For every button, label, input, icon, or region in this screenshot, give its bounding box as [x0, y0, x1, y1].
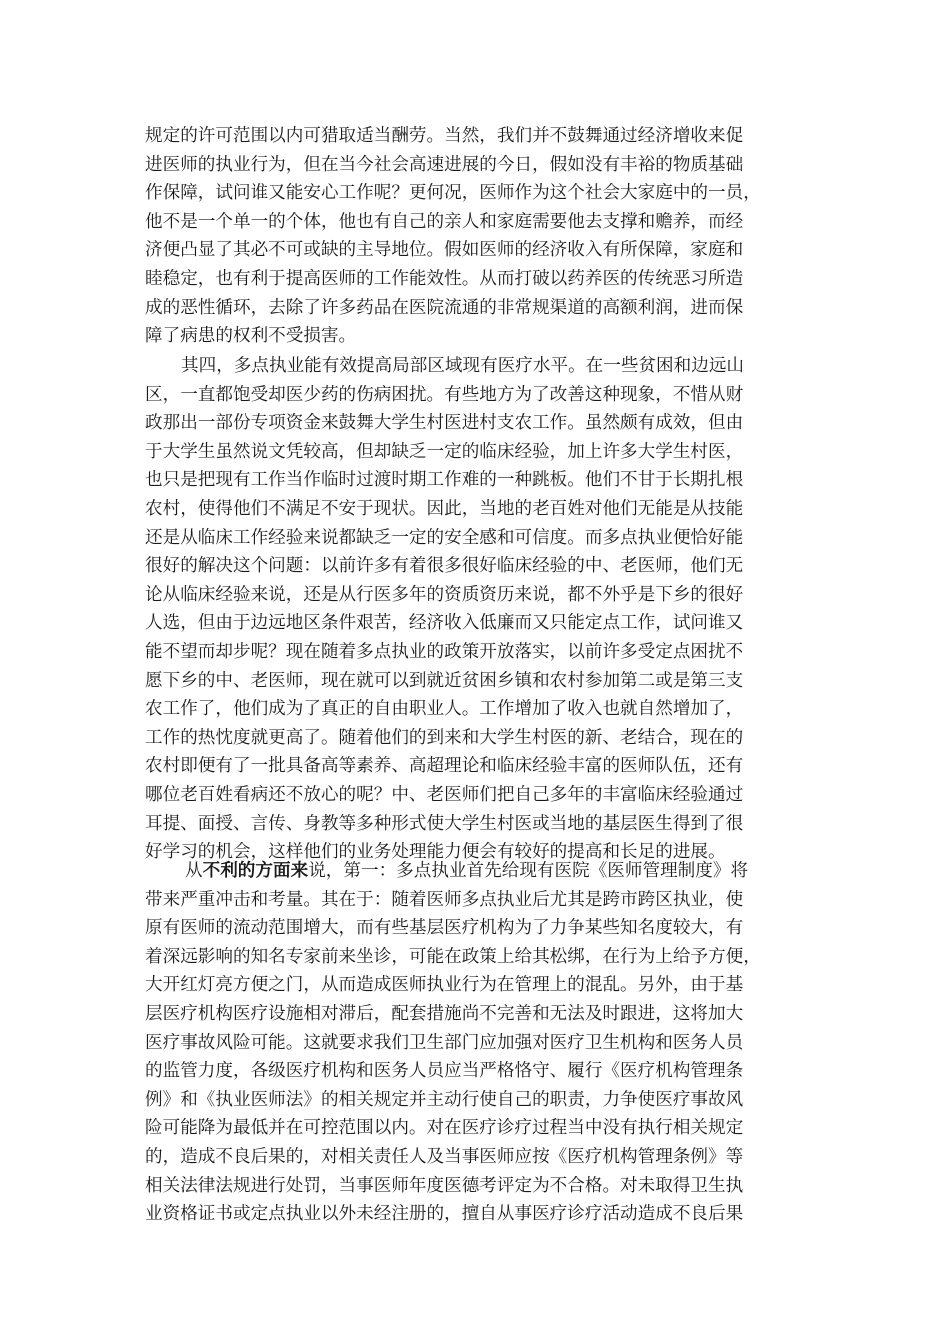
- text-line: 带来严重冲击和考量。其在于：随着医师多点执业后尤其是跨市跨区执业，使: [145, 889, 744, 910]
- text-line: 成的恶性循环，去除了许多药品在医院流通的非常规渠道的高额利润，进而保: [145, 297, 744, 318]
- text-line: 区，一直都饱受却医少药的伤病困扰。有些地方为了改善这种现象，不惜从财: [145, 384, 744, 405]
- text-line: 于大学生虽然说文凭较高，但却缺乏一定的临床经验，加上许多大学生村医，: [145, 441, 744, 462]
- text-line: 大开红灯亮方便之门，从而造成医师执业行为在管理上的混乱。另外，由于基: [145, 975, 744, 996]
- paragraph-income: [145, 122, 805, 351]
- text-line-first: [145, 857, 805, 886]
- text-line: 规定的许可范围以内可猎取适当酬劳。当然，我们并不鼓舞通过经济增收来促: [145, 126, 744, 146]
- text-line: 人选，但由于边远地区条件艰苦，经济收入低廉而又只能定点工作，试问谁又: [145, 613, 744, 634]
- text-line: 他不是一个单一的个体，他也有自己的亲人和家庭需要他去支撑和赡养，而经: [145, 211, 744, 232]
- text-line: 障了病患的权利不受损害。: [145, 326, 357, 347]
- text-line: 险可能降为最低并在可控范围以内。对在医疗诊疗过程当中没有执行相关规定: [145, 1118, 744, 1139]
- text-line: 政那出一部份专项资金来鼓舞大学生村医进村支农工作。虽然颇有成效，但由: [145, 413, 744, 434]
- text-line: 能不望而却步呢？现在随着多点执业的政策开放落实，以前许多受定点困扰不: [145, 641, 744, 662]
- text-line: 的监管力度，各级医疗机构和医务人员应当严格恪守、履行《医疗机构管理条: [145, 1061, 744, 1082]
- lead-text: 从: [185, 861, 203, 881]
- text-line: 愿下乡的中、老医师，现在就可以到就近贫困乡镇和农村参加第二或是第三支: [145, 670, 744, 691]
- text-line: 很好的解决这个问题：以前许多有着很多很好临床经验的中、老医师，他们无: [145, 556, 744, 577]
- text-line: 例》和《执业医师法》的相关规定并主动行使自己的职责，力争使医疗事故风: [145, 1089, 744, 1110]
- text-line: 工作的热忱度就更高了。随着他们的到来和大学生村医的新、老结合，现在的: [145, 727, 744, 748]
- text-line: 农工作了，他们成为了真正的自由职业人。工作增加了收入也就自然增加了，: [145, 699, 744, 720]
- paragraph-disadvantages: [145, 857, 805, 1229]
- text-line: 原有医师的流动范围增大，而有些基层医疗机构为了力争某些知名度较大，有: [145, 918, 744, 939]
- text-line: 还是从临床工作经验来说都缺乏一定的安全感和可信度。而多点执业便恰好能: [145, 527, 744, 548]
- text-line: 也只是把现有工作当作临时过渡时期工作难的一种跳板。他们不甘于长期扎根: [145, 470, 744, 491]
- text-line: 农村即便有了一批具备高等素养、高超理论和临床经验丰富的医师队伍，还有: [145, 756, 744, 777]
- bold-heading-phrase: 不利的方面来: [202, 860, 309, 881]
- text-line: 进医师的执业行为，但在当今社会高速进展的今日，假如没有丰裕的物质基础: [145, 154, 744, 175]
- text-line: 其四，多点执业能有效提高局部区域现有医疗水平。在一些贫困和边远山: [181, 356, 745, 376]
- text-line: 论从临床经验来说，还是从行医多年的资质资历来说，都不外乎是下乡的很好: [145, 584, 744, 605]
- text-line: 的，造成不良后果的，对相关责任人及当事医师应按《医疗机构管理条例》等: [145, 1146, 744, 1167]
- text-line: 农村，使得他们不满足不安于现状。因此，当地的老百姓对他们无能是从技能: [145, 498, 744, 519]
- text-line: 济便凸显了其必不可或缺的主导地位。假如医师的经济收入有所保障，家庭和: [145, 240, 744, 261]
- text-line: 好学习的机会，这样他们的业务处理能力便会有较好的提高和长足的进展。: [145, 842, 726, 863]
- text-line: 业资格证书或定点执业以外未经注册的，擅自从事医疗诊疗活动造成不良后果: [145, 1204, 744, 1225]
- text-line: 哪位老百姓看病还不放心的呢？中、老医师们把自己多年的丰富临床经验通过: [145, 784, 744, 805]
- text-line: 着深远影响的知名专家前来坐诊，可能在政策上给其松绑，在行为上给予方便，: [145, 946, 761, 967]
- lead-text-continued: 说，第一：多点执业首先给现有医院《医师管理制度》将: [308, 861, 749, 881]
- text-line: 相关法律法规进行处罚，当事医师年度医德考评定为不合格。对未取得卫生执: [145, 1175, 744, 1196]
- text-line: 医疗事故风险可能。这就要求我们卫生部门应加强对医疗卫生机构和医务人员: [145, 1032, 744, 1053]
- paragraph-fourth-point: [145, 352, 805, 867]
- text-line: 睦稳定，也有利于提高医师的工作能效性。从而打破以药养医的传统恶习所造: [145, 268, 744, 289]
- text-line: 作保障，试问谁又能安心工作呢？更何况，医师作为这个社会大家庭中的一员，: [145, 183, 761, 204]
- text-line: 层医疗机构医疗设施相对滞后，配套措施尚不完善和无法及时跟进，这将加大: [145, 1003, 744, 1024]
- text-line: 耳提、面授、言传、身教等多种形式使大学生村医或当地的基层医生得到了很: [145, 813, 744, 834]
